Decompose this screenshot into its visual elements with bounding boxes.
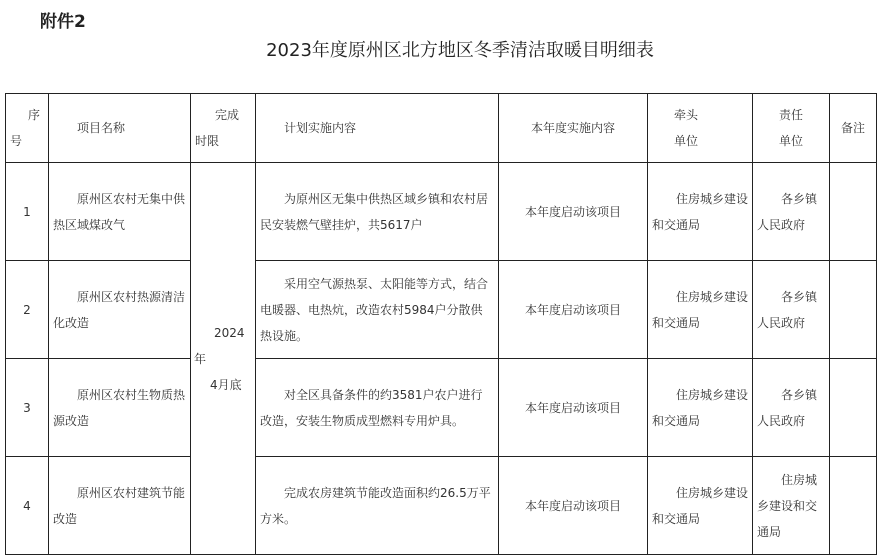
row-lead: 住房城乡建设和交通局 bbox=[648, 163, 753, 261]
project-table bbox=[5, 93, 877, 555]
row-lead: 住房城乡建设和交通局 bbox=[648, 261, 753, 359]
row-name: 原州区农村无集中供热区域煤改气 bbox=[49, 163, 191, 261]
row-seq: 4 bbox=[6, 457, 49, 555]
header-time bbox=[191, 94, 256, 163]
row-lead: 住房城乡建设和交通局 bbox=[648, 359, 753, 457]
header-resp bbox=[753, 94, 830, 163]
row-annual: 本年度启动该项目 bbox=[499, 261, 648, 359]
row-name: 原州区农村生物质热源改造 bbox=[49, 359, 191, 457]
row-seq: 3 bbox=[6, 359, 49, 457]
table-row bbox=[6, 163, 877, 261]
document-title: 2023年度原州区北方地区冬季清洁取暖目明细表 bbox=[266, 40, 654, 61]
header-remark: 备注 bbox=[830, 94, 877, 163]
row-resp: 各乡镇人民政府 bbox=[753, 359, 830, 457]
row-annual: 本年度启动该项目 bbox=[499, 163, 648, 261]
header-lead-line2: 单位 bbox=[674, 134, 699, 148]
attachment-label: 附件2 bbox=[40, 12, 86, 32]
row-annual: 本年度启动该项目 bbox=[499, 359, 648, 457]
row-resp: 各乡镇人民政府 bbox=[753, 261, 830, 359]
table-header-row bbox=[6, 94, 877, 163]
row-lead: 住房城乡建设和交通局 bbox=[648, 457, 753, 555]
table-row bbox=[6, 261, 877, 359]
header-plan: 计划实施内容 bbox=[256, 94, 499, 163]
header-seq-line2: 号 bbox=[10, 134, 23, 148]
row-plan: 对全区具备条件的约3581户农户进行改造，安装生物质成型燃料专用炉具。 bbox=[256, 359, 499, 457]
completion-year-unit: 年 bbox=[194, 351, 207, 366]
header-resp-line2: 单位 bbox=[779, 134, 804, 148]
header-time-line2: 时限 bbox=[195, 134, 220, 148]
row-resp: 各乡镇人民政府 bbox=[753, 163, 830, 261]
row-annual: 本年度启动该项目 bbox=[499, 457, 648, 555]
row-remark bbox=[830, 359, 877, 457]
completion-year: 2024 bbox=[214, 325, 245, 340]
row-resp: 住房城乡建设和交通局 bbox=[753, 457, 830, 555]
header-lead bbox=[648, 94, 753, 163]
header-lead-line1: 牵头 bbox=[674, 108, 699, 122]
table-row bbox=[6, 457, 877, 555]
row-remark bbox=[830, 163, 877, 261]
row-plan: 完成农房建筑节能改造面积约26.5万平方米。 bbox=[256, 457, 499, 555]
completion-month: 4月底 bbox=[210, 377, 242, 392]
row-plan: 为原州区无集中供热区域乡镇和农村居民安装燃气壁挂炉，共5617户 bbox=[256, 163, 499, 261]
header-time-line1: 完成 bbox=[215, 108, 240, 122]
header-name: 项目名称 bbox=[49, 94, 191, 163]
row-remark bbox=[830, 261, 877, 359]
row-plan: 采用空气源热泵、太阳能等方式，结合电暖器、电热炕，改造农村5984户分散供热设施。 bbox=[256, 261, 499, 359]
header-resp-line1: 责任 bbox=[779, 108, 804, 122]
row-seq: 1 bbox=[6, 163, 49, 261]
row-seq: 2 bbox=[6, 261, 49, 359]
row-name: 原州区农村热源清洁化改造 bbox=[49, 261, 191, 359]
header-seq bbox=[6, 94, 49, 163]
row-remark bbox=[830, 457, 877, 555]
row-name: 原州区农村建筑节能改造 bbox=[49, 457, 191, 555]
completion-time bbox=[191, 163, 256, 555]
header-annual: 本年度实施内容 bbox=[499, 94, 648, 163]
header-seq-line1: 序 bbox=[28, 108, 41, 122]
table-row bbox=[6, 359, 877, 457]
